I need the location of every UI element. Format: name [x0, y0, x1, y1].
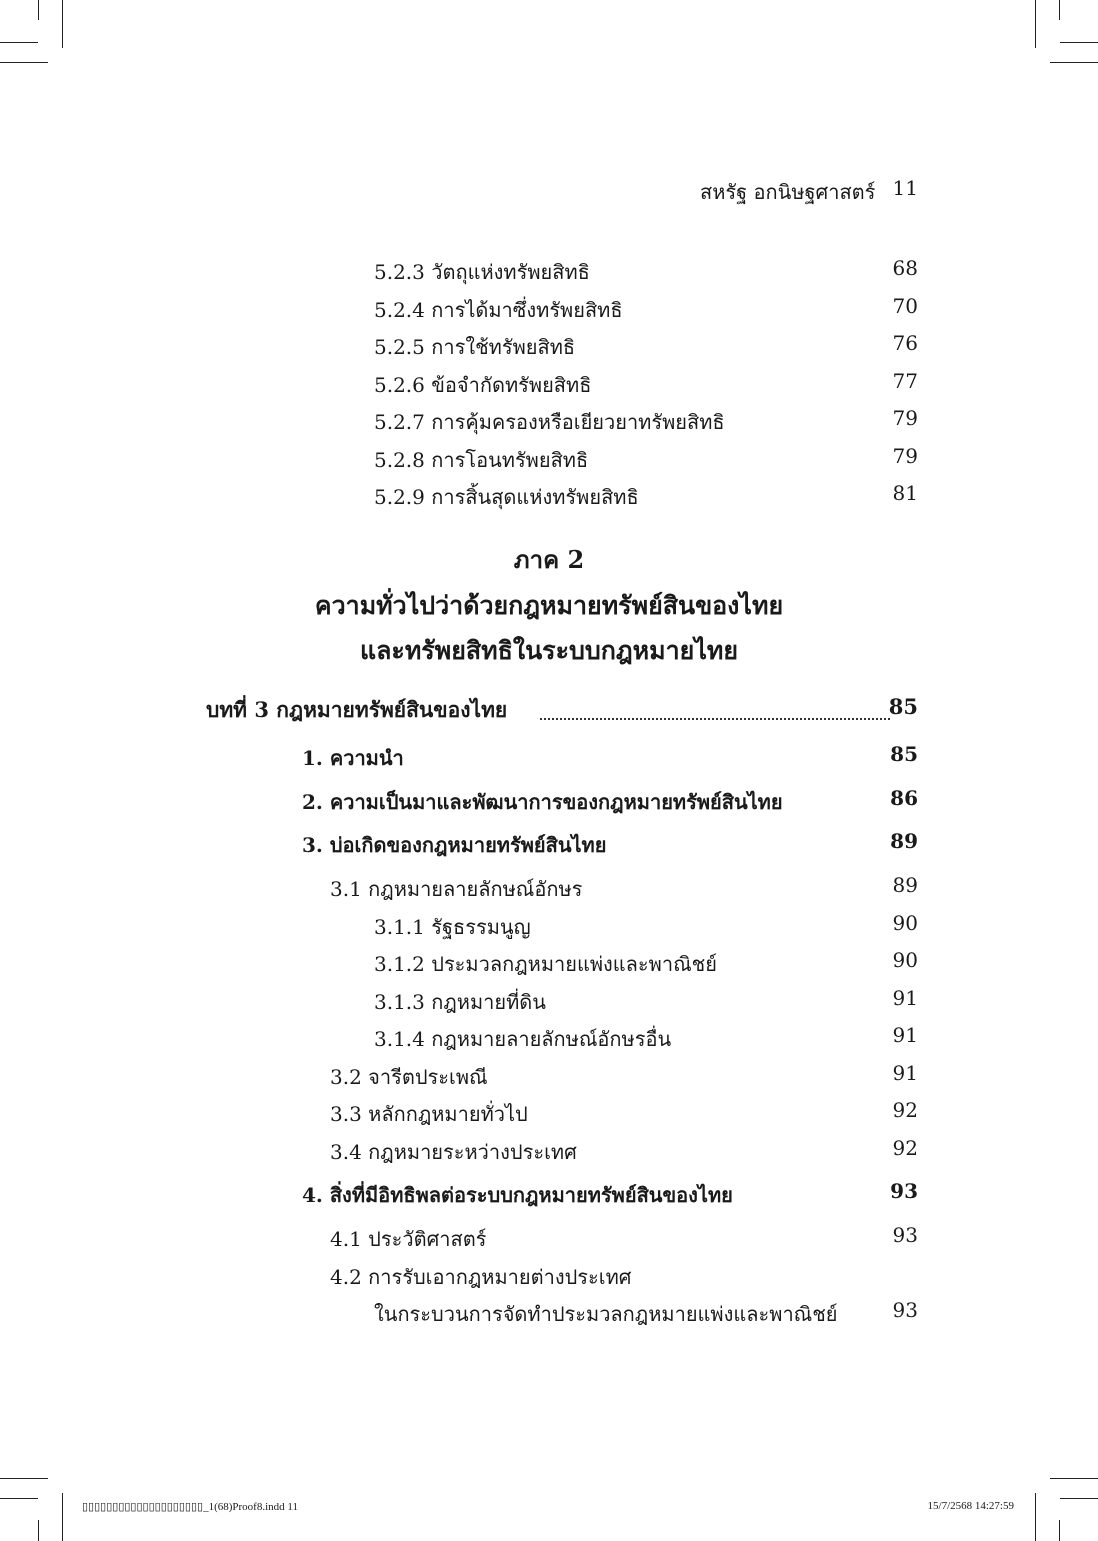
toc-entry: 5.2.7 การคุ้มครองหรือเยียวยาทรัพยสิทธิ — [374, 410, 725, 434]
toc-entry: 5.2.4 การได้มาซึ่งทรัพยสิทธิ — [374, 298, 623, 322]
crop-mark — [1060, 1498, 1098, 1499]
toc-entry: 4.1 ประวัติศาสตร์ — [330, 1227, 487, 1251]
toc-page-number: 79 — [892, 444, 918, 468]
toc-entry: 2. ความเป็นมาและพัฒนาการของกฎหมายทรัพย์สินไทย — [302, 790, 783, 814]
toc-page-number: 93 — [890, 1179, 918, 1203]
toc-page-number: 91 — [892, 1023, 918, 1047]
toc-page-number: 89 — [892, 873, 918, 897]
toc-entry: 4. สิ่งที่มีอิทธิพลต่อระบบกฎหมายทรัพย์สินของไทย — [302, 1183, 733, 1207]
toc-entry: 3.1 กฎหมายลายลักษณ์อักษร — [330, 877, 583, 901]
crop-mark — [1050, 1478, 1098, 1479]
crop-mark — [62, 1493, 63, 1541]
toc-page-number: 91 — [892, 1061, 918, 1085]
crop-mark — [1050, 62, 1098, 63]
crop-mark — [1035, 0, 1036, 48]
toc-page-number: 89 — [890, 829, 918, 853]
crop-mark — [1059, 1520, 1060, 1541]
toc-page-number: 92 — [892, 1136, 918, 1160]
crop-mark — [1035, 1493, 1036, 1541]
running-header-page-number: 11 — [892, 176, 918, 200]
toc-entry: 3.1.3 กฎหมายที่ดิน — [374, 990, 546, 1014]
toc-entry: 3.1.4 กฎหมายลายลักษณ์อักษรอื่น — [374, 1027, 672, 1051]
crop-mark — [62, 0, 63, 48]
chapter-title: บทที่ 3 กฎหมายทรัพย์สินของไทย — [206, 697, 508, 722]
crop-mark — [1060, 42, 1098, 43]
toc-entry: 4.2 การรับเอากฎหมายต่างประเทศ — [330, 1265, 632, 1289]
toc-page-number: 86 — [890, 786, 918, 810]
toc-entry: 3.1.1 รัฐธรรมนูญ — [374, 915, 531, 939]
toc-entry: 5.2.9 การสิ้นสุดแห่งทรัพยสิทธิ — [374, 485, 639, 509]
print-slug-timestamp: 15/7/2568 14:27:59 — [927, 1500, 1014, 1512]
toc-entry: 3.3 หลักกฎหมายทั่วไป — [330, 1102, 528, 1126]
toc-page-number: 68 — [892, 256, 918, 280]
toc-page-number: 93 — [892, 1223, 918, 1247]
chapter-page-number: 85 — [888, 694, 918, 719]
dot-leader — [540, 718, 890, 720]
toc-entry: 5.2.5 การใช้ทรัพยสิทธิ — [374, 335, 576, 359]
toc-page-number: 90 — [892, 911, 918, 935]
running-header-author: สหรัฐ อกนิษฐศาสตร์ — [700, 180, 876, 204]
crop-mark — [0, 62, 48, 63]
toc-page-number: 92 — [892, 1098, 918, 1122]
crop-mark — [0, 1498, 38, 1499]
crop-mark — [0, 42, 38, 43]
toc-page-number: 70 — [892, 294, 918, 318]
part-label: ภาค 2 — [513, 545, 585, 574]
toc-page-number: 91 — [892, 986, 918, 1010]
crop-mark — [38, 0, 39, 20]
toc-page-number: 76 — [892, 331, 918, 355]
toc-entry: 3. บ่อเกิดของกฎหมายทรัพย์สินไทย — [302, 833, 607, 857]
print-slug-filename: ▯▯▯▯▯▯▯▯▯▯▯▯▯▯▯▯▯▯▯▯_1(68)Proof8.indd 11 — [82, 1501, 298, 1513]
toc-entry: 3.1.2 ประมวลกฎหมายแพ่งและพาณิชย์ — [374, 952, 717, 976]
toc-entry: 5.2.3 วัตถุแห่งทรัพยสิทธิ — [374, 260, 590, 284]
toc-page-number: 81 — [892, 481, 918, 505]
toc-entry: 5.2.8 การโอนทรัพยสิทธิ — [374, 448, 589, 472]
part-title-line1: ความทั่วไปว่าด้วยกฎหมายทรัพย์สินของไทย — [314, 591, 784, 620]
toc-entry: ในกระบวนการจัดทำประมวลกฎหมายแพ่งและพาณิชย์ — [374, 1302, 838, 1326]
toc-entry: 5.2.6 ข้อจำกัดทรัพยสิทธิ — [374, 373, 592, 397]
toc-page-number: 79 — [892, 406, 918, 430]
crop-mark — [0, 1478, 48, 1479]
part-title-line2: และทรัพยสิทธิในระบบกฎหมายไทย — [359, 636, 739, 665]
crop-mark — [1059, 0, 1060, 20]
crop-mark — [38, 1520, 39, 1541]
toc-entry: 3.4 กฎหมายระหว่างประเทศ — [330, 1140, 577, 1164]
toc-entry: 1. ความนำ — [302, 746, 404, 770]
toc-page-number: 77 — [892, 369, 918, 393]
toc-page-number: 93 — [892, 1298, 918, 1322]
toc-page-number: 90 — [892, 948, 918, 972]
toc-page-number: 85 — [890, 742, 918, 766]
toc-entry: 3.2 จารีตประเพณี — [330, 1065, 488, 1089]
